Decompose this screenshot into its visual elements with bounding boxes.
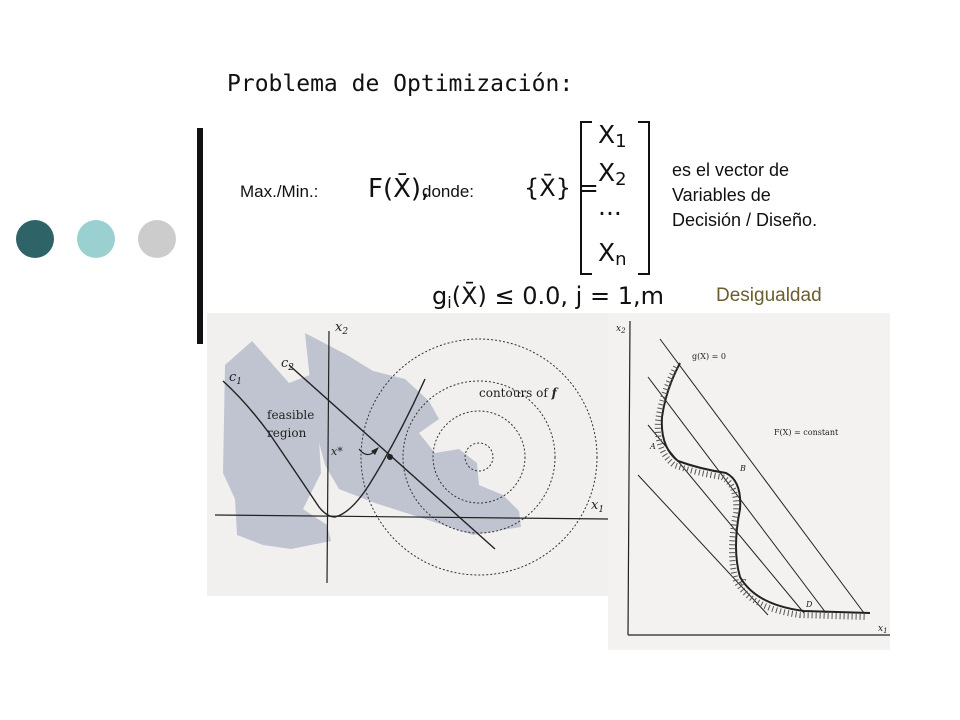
bullet-dot-gray xyxy=(138,220,176,258)
slide-title: Problema de Optimización: xyxy=(227,71,574,97)
design-vector-label: {X̄} = xyxy=(524,174,599,202)
description-line-3: Decisión / Diseño. xyxy=(672,210,818,230)
contours-label: contours of f xyxy=(479,386,557,400)
bullet-dot-light xyxy=(77,220,115,258)
point-c-label: C xyxy=(740,578,747,587)
vector-element-ellipsis: ... xyxy=(598,192,622,221)
x1-axis-label: $x_1$ xyxy=(878,624,888,635)
x2-axis-label: $x_2$ xyxy=(335,320,349,337)
constraint-boundary-figure xyxy=(608,313,890,650)
constraint-equation: $g_i(X̄) \le 0.0$, j = 1,m xyxy=(432,282,664,312)
vector-element-x1: $X_1$ xyxy=(598,120,627,152)
vector-description xyxy=(672,158,872,233)
g-equals-zero-label: g(X) = 0 xyxy=(692,352,726,361)
bullet-dot-dark xyxy=(16,220,54,258)
figure-background xyxy=(608,313,890,650)
x2-axis-label: $x_2$ xyxy=(616,324,626,335)
objective-function: F(X̄), xyxy=(368,174,430,204)
description-line-1: es el vector de xyxy=(672,160,790,180)
vector-right-bracket xyxy=(636,120,652,276)
objective-prefix: Max./Min.: xyxy=(240,182,319,201)
c1-label: $c_1$ xyxy=(229,370,243,387)
x1-axis-label: $x_1$ xyxy=(591,498,605,515)
point-a-label: A xyxy=(650,442,656,451)
f-constant-label: F(X) = constant xyxy=(774,428,839,437)
vertical-divider xyxy=(197,128,203,344)
vector-element-xn: $X_n$ xyxy=(598,238,627,270)
optimum-label: x* xyxy=(331,445,343,458)
c2-label: $c_2$ xyxy=(281,356,295,373)
point-b-label: B xyxy=(740,464,746,473)
feasible-label-line2: region xyxy=(267,426,307,440)
feasible-region-figure xyxy=(207,313,619,596)
description-line-2: Variables de xyxy=(672,185,771,205)
optimum-point xyxy=(387,454,393,460)
objective-suffix: donde: xyxy=(422,182,474,201)
vector-left-bracket xyxy=(578,120,594,276)
constraint-type-label: Desigualdad xyxy=(716,285,822,306)
point-d-label: D xyxy=(806,600,813,609)
vector-element-x2: $X_2$ xyxy=(598,158,627,190)
feasible-label-line1: feasible xyxy=(267,408,315,422)
